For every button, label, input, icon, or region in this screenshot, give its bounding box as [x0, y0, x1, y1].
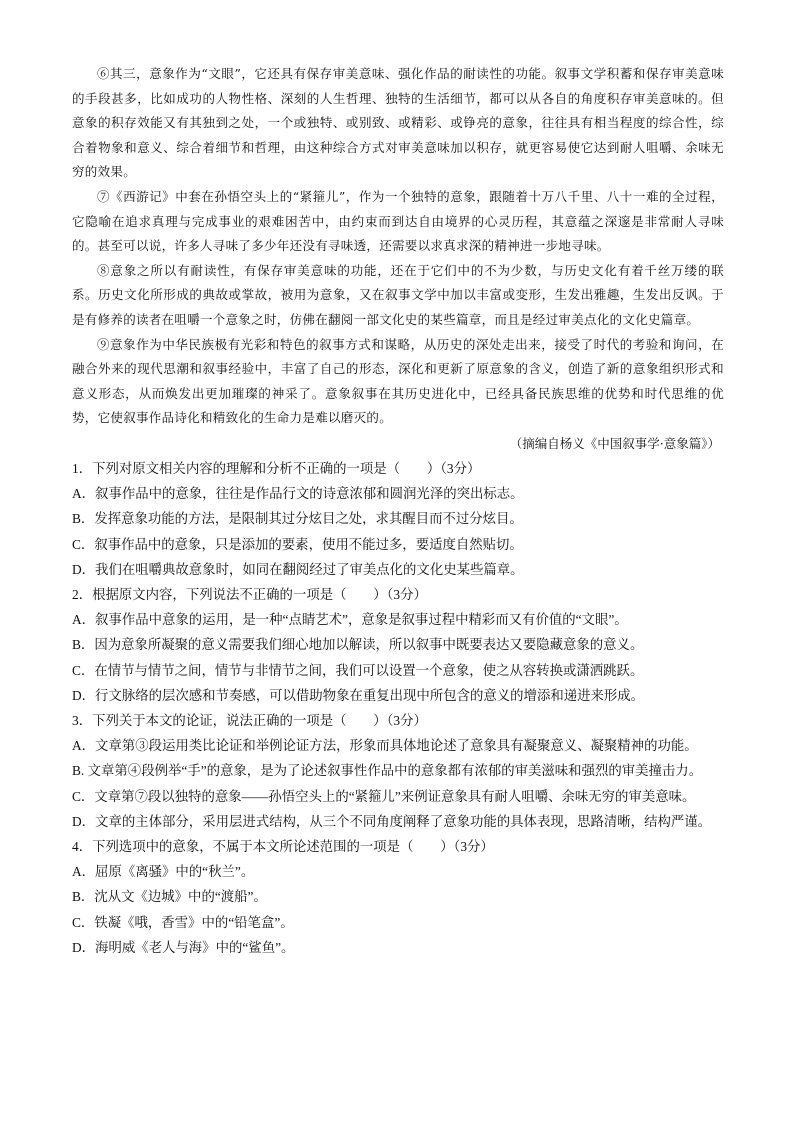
question-1 [72, 456, 724, 582]
passage-paragraph-8: ⑧意象之所以有耐读性，有保存审美意味的功能，还在于它们中的不为少数，与历史文化有着千丝万缕的联系。历史文化所形成的典故或掌故，被用为意象，又在叙事文学中加以丰富或变形，生发出雅趣，生发出反讽。于是有修养的读者在咀嚼一个意象之时，仿佛在翻阅一部文化史的某些篇章，而且是经过审美点化的文化史篇章。 [72, 262, 724, 327]
question-stem: 1．下列对原文相关内容的理解和分析不正确的一项是（ ）（3分） [72, 460, 481, 476]
question-stem: 4．下列选项中的意象，不属于本文所论述范围的一项是（ ）（3分） [72, 838, 494, 854]
option-a: A．叙事作品中意象的运用，是一种“点睛艺术”，意象是叙事过程中精彩而又有价值的“文眼”。 [72, 612, 628, 628]
question-2 [72, 582, 724, 708]
option-c: C．在情节与情节之间，情节与非情节之间，我们可以设置一个意象，使之从容转换或潇洒跳跃。 [72, 662, 644, 678]
option-c: C．文章第⑦段以独特的意象——孙悟空头上的“紧箍儿”来例证意象具有耐人咀嚼、余味无穷的审美意味。 [72, 788, 696, 804]
question-4 [72, 834, 724, 960]
option-b: B．因为意象所凝聚的意义需要我们细心地加以解读，所以叙事中既要表达又要隐藏意象的意义。 [72, 637, 644, 653]
option-d: D．海明威《老人与海》中的“鲨鱼”。 [72, 939, 295, 955]
question-list [72, 456, 724, 960]
option-b: B．发挥意象功能的方法，是限制其过分炫目之处，求其醒目而不过分炫目。 [72, 511, 523, 527]
passage-paragraph-7: ⑦《西游记》中套在孙悟空头上的“紧箍儿”，作为一个独特的意象，跟随着十万八千里、八十一难的全过程，它隐喻在追求真理与完成事业的艰难困苦中，由约束而到达自由境界的心灵历程，其意蕴之深邃是非常耐人寻味的。甚至可以说，许多人寻味了多少年还没有寻味透，还需要以求真求深的精神进一步地寻味。 [72, 188, 724, 254]
question-stem: 3．下列关于本文的论证，说法正确的一项是（ ）（3分） [72, 712, 427, 728]
question-3 [72, 708, 724, 834]
option-d: D．行文脉络的层次感和节奏感，可以借助物象在重复出现中所包含的意义的增添和递进来形成。 [72, 687, 645, 703]
passage-paragraph-6: ⑥其三，意象作为“文眼”，它还具有保存审美意味、强化作品的耐读性的功能。叙事文学积蓄和保存审美意味的手段甚多，比如成功的人物性格、深刻的人生哲理、独特的生活细节，都可以从各自的角度积存审美意味的。但意象的积存效能又有其独到之处，一个或独特、或别致、或精彩、或铮亮的意象，往往具有相当程度的综合性，综合着物象和意义、综合着细节和哲理，由这种综合方式对审美意味加以积存，就更容易使它达到耐人咀嚼、余味无穷的效果。 [72, 66, 724, 180]
exam-page [72, 62, 724, 960]
passage-paragraph-9: ⑨意象作为中华民族极有光彩和特色的叙事方式和谋略，从历史的深处走出来，接受了时代的考验和询问，在融合外来的现代思潮和叙事经验中，丰富了自己的形态，深化和更新了原意象的含义，创造了新的意象组织形式和意义形态，从而焕发出更加璀璨的神采了。意象叙事在其历史进化中，已经具备民族思维的优势和时代思维的优势，它使叙事作品诗化和精致化的生命力是难以磨灭的。 [72, 336, 724, 426]
option-b: B. 文章第④段例举“手”的意象，是为了论述叙事性作品中的意象都有浓郁的审美滋味和强烈的审美撞击力。 [72, 763, 703, 779]
reading-passage [72, 62, 724, 456]
option-a: A．屈原《离骚》中的“秋兰”。 [72, 864, 255, 880]
option-c: C．叙事作品中的意象，只是添加的要素，使用不能过多，要适度自然贴切。 [72, 536, 523, 552]
option-a: A．叙事作品中的意象，往往是作品行文的诗意浓郁和圆润光泽的突出标志。 [72, 486, 524, 502]
question-stem: 2．根据原文内容，下列说法不正确的一项是（ ）（3分） [72, 586, 427, 602]
option-a: A．文章第③段运用类比论证和举例论证方法，形象而具体地论述了意象具有凝聚意义、凝聚精神的功能。 [72, 738, 698, 754]
option-b: B．沈从文《边城》中的“渡船”。 [72, 889, 267, 905]
option-d: D．我们在咀嚼典故意象时，如同在翻阅经过了审美点化的文化史某些篇章。 [72, 561, 524, 577]
option-c: C．铁凝《哦，香雪》中的“铅笔盒”。 [72, 914, 294, 930]
passage-source: （摘编自杨义《中国叙事学·意象篇》） [509, 435, 720, 451]
option-d: D．文章的主体部分，采用层进式结构，从三个不同角度阐释了意象功能的具体表现，思路清晰，结构严谨。 [72, 813, 712, 829]
